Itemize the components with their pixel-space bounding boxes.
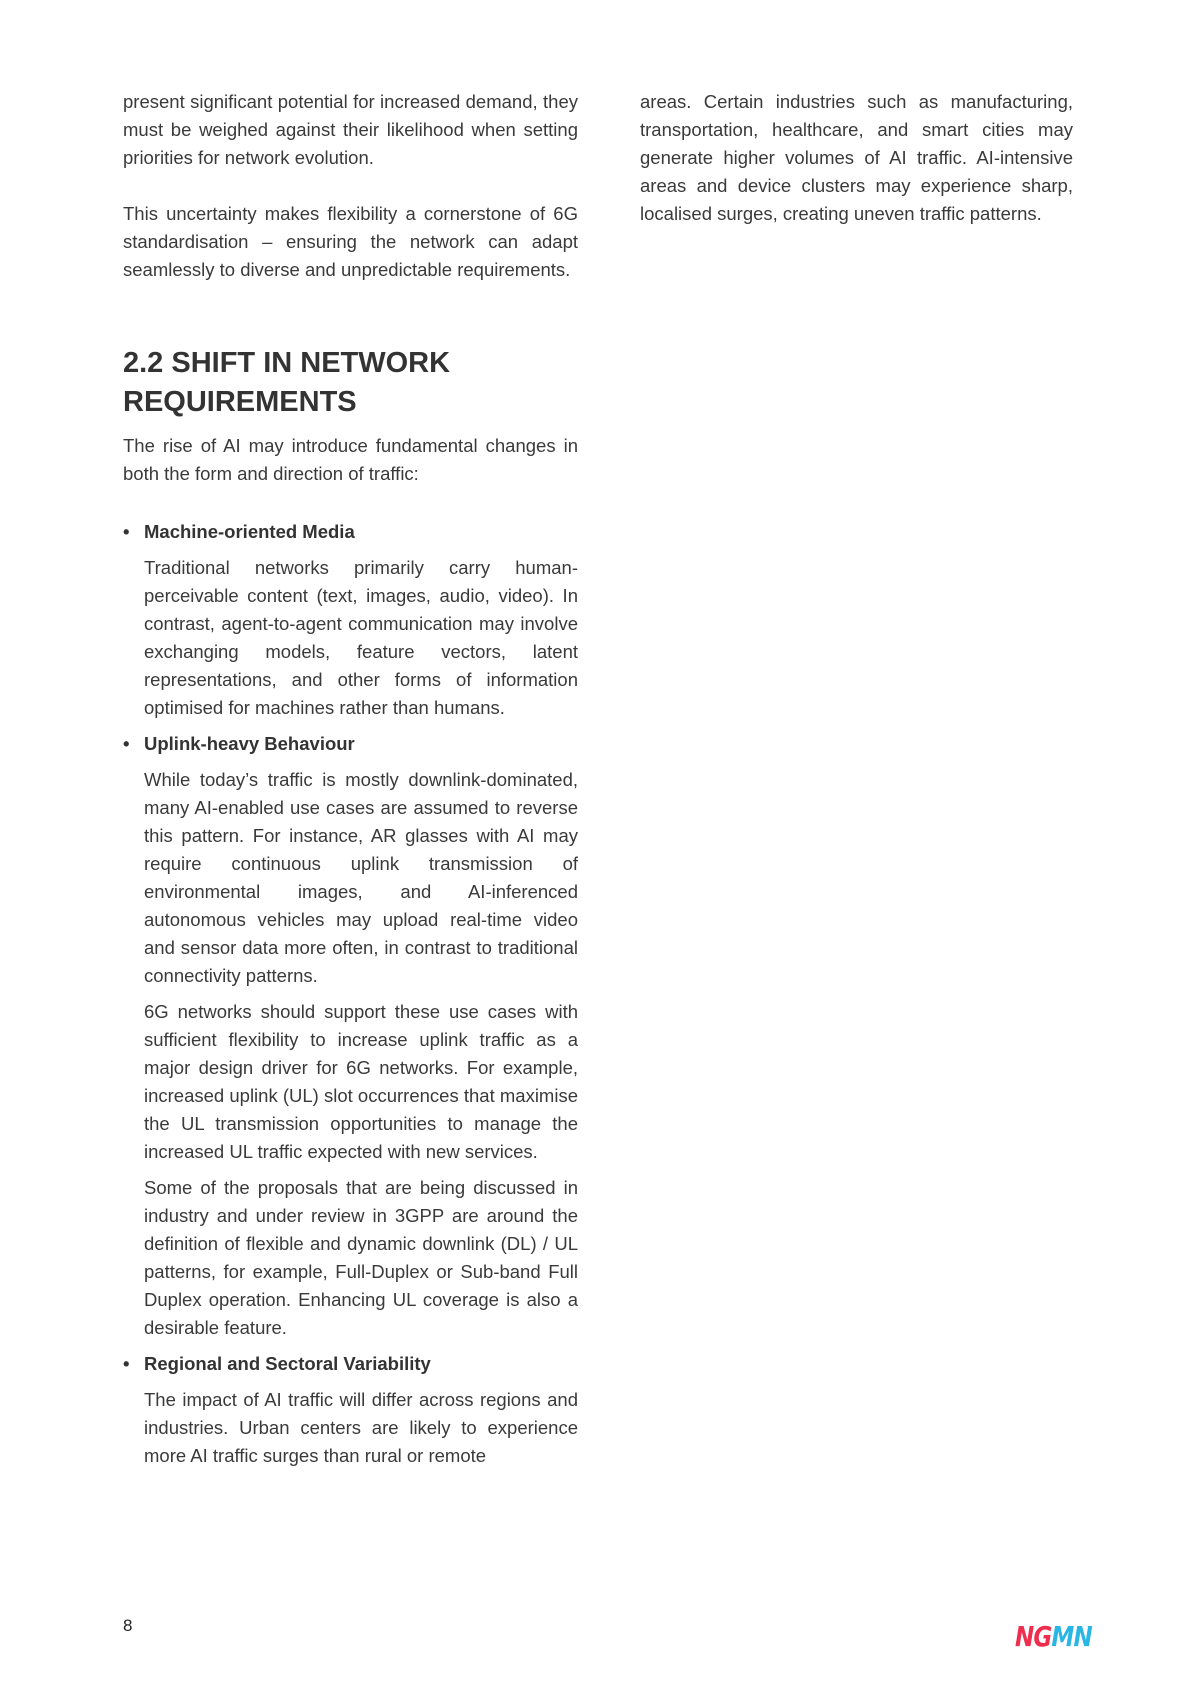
right-paragraph: areas. Certain industries such as manufacturing, transportation, healthcare, and smart cities may generate higher volumes of AI traffic. AI-intensive areas and device clusters may experience sharp, localised surges, creating uneven traffic patterns.	[640, 91, 1073, 224]
bullet-heading	[123, 518, 578, 546]
section-title: 2.2 SHIFT IN NETWORK REQUIREMENTS	[123, 347, 451, 418]
list-item	[123, 518, 578, 722]
page-number: 8	[123, 1616, 133, 1635]
ngmn-logo	[1015, 1620, 1092, 1654]
bullet-paragraph: While today’s traffic is mostly downlink-dominated, many AI-enabled use cases are assumed to reverse this pattern. For instance, AR glasses with AI may require continuous uplink transmission of environmental images, and AI-inferenced autonomous vehicles may upload real-time video and sensor data more often, in contrast to traditional connectivity patterns.	[144, 769, 578, 986]
bullet-paragraph: 6G networks should support these use cases with sufficient flexibility to increase uplink traffic as a major design driver for 6G networks. For example, increased uplink (UL) slot occurrences that maximise the UL transmission opportunities to manage the increased UL traffic expected with new services.	[144, 1001, 578, 1162]
bullet-list	[123, 518, 578, 1470]
right-column	[640, 88, 1073, 228]
intro-paragraph: This uncertainty makes flexibility a cornerstone of 6G standardisation – ensuring the network can adapt seamlessly to diverse and unpredictable requirements.	[123, 203, 578, 280]
bullet-heading-text: Machine-oriented Media	[144, 521, 355, 542]
bullet-icon: •	[123, 521, 130, 542]
bullet-icon: •	[123, 733, 130, 754]
bullet-heading	[123, 730, 578, 758]
bullet-icon: •	[123, 1353, 130, 1374]
logo-ng-text: NG	[1015, 1620, 1052, 1653]
logo-mn-text: MN	[1051, 1620, 1092, 1653]
list-item	[123, 1350, 578, 1470]
bullet-body	[123, 554, 578, 722]
bullet-heading	[123, 1350, 578, 1378]
bullet-paragraph: Traditional networks primarily carry human-perceivable content (text, images, audio, video). In contrast, agent-to-agent communication may involve exchanging models, feature vectors, latent representations, and other forms of information optimised for machines rather than humans.	[144, 557, 578, 718]
left-column	[123, 88, 578, 1478]
bullet-heading-text: Regional and Sectoral Variability	[144, 1353, 431, 1374]
bullet-paragraph: Some of the proposals that are being discussed in industry and under review in 3GPP are around the definition of flexible and dynamic downlink (DL) / UL patterns, for example, Full-Duplex or Sub-band Full Duplex operation. Enhancing UL coverage is also a desirable feature.	[144, 1177, 578, 1338]
section-intro: The rise of AI may introduce fundamental changes in both the form and direction of traffic:	[123, 435, 578, 484]
bullet-paragraph: The impact of AI traffic will differ across regions and industries. Urban centers are likely to experience more AI traffic surges than rural or remote	[144, 1389, 578, 1466]
bullet-body	[123, 766, 578, 1342]
bullet-heading-text: Uplink-heavy Behaviour	[144, 733, 355, 754]
intro-paragraph: present significant potential for increased demand, they must be weighed against their likelihood when setting priorities for network evolution.	[123, 91, 578, 168]
list-item	[123, 730, 578, 1342]
bullet-body	[123, 1386, 578, 1470]
